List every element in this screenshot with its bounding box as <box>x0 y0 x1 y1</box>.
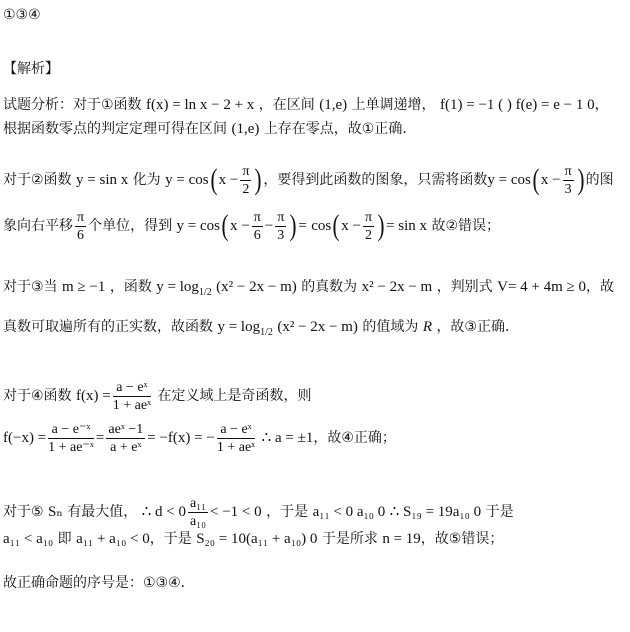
p2-line2-y: y = cos <box>176 218 220 234</box>
p4-line2: f(−x) = $\frac{\text{a − e⁻ˣ}}{\text{1 + ae⁻ˣ}}$ = $\frac{\text{aeˣ −1}}{\text{a + eˣ}}$ = −f(x) = − $\frac{\text{a − eˣ}}{\text{1 + aeˣ}}$ ∴ a = ±1，故④正确； <box>3 421 396 455</box>
p5-line2 <box>3 530 503 548</box>
p5-ratio <box>188 495 208 530</box>
p1-values: f(1) = −1 ( ) f(e) = e − 1 0 <box>440 97 595 113</box>
p3-zhenshu: x² − 2x − m <box>361 279 433 295</box>
p5-line1 <box>3 492 514 532</box>
p2-x-minus3: x − <box>230 218 250 234</box>
p2-x-minus2: x − <box>540 172 561 188</box>
p1-monotone: 上单调递增， <box>351 97 436 113</box>
p3-line2-a: 真数可取遍所有的正实数，故函数 <box>3 319 213 335</box>
p2-frac-den4: 6 <box>253 227 261 243</box>
p2-tu: 的图 <box>585 172 614 188</box>
p2-line2-b: 个单位，得到 <box>88 218 173 234</box>
p5-line2-a: a₁₁ < a₁₀ <box>3 531 54 547</box>
p4-neg-f: = −f(x) = − <box>147 430 215 446</box>
p5-d-cond: ∴ d < 0 <box>141 504 187 520</box>
p5-line1-d: 于是 <box>485 504 514 520</box>
p5-line2-c: ，于是 <box>149 531 192 547</box>
conclusion-text: 故正确命题的序号是：①③④． <box>3 575 195 591</box>
p3-range-R: R <box>422 319 432 335</box>
p2-eq-sin: = sin x <box>386 218 428 234</box>
conclusion-line <box>3 574 195 592</box>
p5-ratio-num: a₁₁ <box>190 495 207 511</box>
p2-x-minus4: x − <box>341 218 361 234</box>
p1-intro: 试题分析：对于①函数 <box>3 97 142 113</box>
p2-desc: ，要得到此函数的图象，只需将函数 <box>263 172 488 188</box>
p5-a11-cond: a₁₁ < 0 a₁₀ 0 <box>312 504 386 520</box>
p2-paren-open4: ( <box>332 209 340 242</box>
p3-line1 <box>3 278 614 298</box>
section-title <box>3 60 59 78</box>
p4-frac3-num: aeˣ −1 <box>108 421 144 437</box>
p3-line2-b: 的值域为 <box>362 319 419 335</box>
p3-line1-e: ，故 <box>586 279 615 295</box>
p2-frac-den3: 6 <box>77 227 85 243</box>
p1-line2-interval: (1,e) <box>231 121 260 137</box>
p2-frac-pi-3b <box>275 209 286 244</box>
p1-line2 <box>3 120 416 138</box>
p5-line2-d: 于是所求 <box>321 531 378 547</box>
p5-line1-b: 有最大值， <box>67 504 138 520</box>
p5-line2-b: 即 <box>57 531 72 547</box>
p3-line1-d: ，判别式 <box>436 279 493 295</box>
p3-line1-b: ，函数 <box>109 279 152 295</box>
p2-frac-num3: π <box>77 209 85 225</box>
p2-frac-den2: 3 <box>564 181 572 197</box>
p2-frac-num2: π <box>564 163 572 179</box>
p2-eq: = <box>298 218 307 234</box>
p2-y-sin: y = sin x <box>76 172 129 188</box>
p2-frac-pi-2b <box>363 209 374 244</box>
p4-frac2 <box>48 421 94 456</box>
p4-frac3-den: a + eˣ <box>110 439 142 455</box>
p2-frac-pi-6b <box>252 209 263 244</box>
p2-paren-open3: ( <box>221 209 229 242</box>
p4-frac3 <box>106 421 145 456</box>
p3-log2: y = log <box>217 319 261 335</box>
p2-frac-den5: 3 <box>277 227 285 243</box>
p2-frac-pi-3 <box>563 163 574 198</box>
p5-Sn: Sₙ <box>48 504 63 520</box>
p4-frac2-num: a − e⁻ˣ <box>48 421 94 439</box>
p4-line1-a: 对于④函数 <box>3 388 72 404</box>
p2-frac-num5: π <box>277 209 285 225</box>
p3-log-base: 1/2 <box>198 287 212 298</box>
p4-frac4 <box>217 421 255 456</box>
p1-tail: ， <box>594 97 609 113</box>
p2-frac-den: 2 <box>242 181 250 197</box>
p5-line2-e: ，故⑤错误； <box>420 531 504 547</box>
p2-frac-pi-6 <box>75 209 86 244</box>
p4-therefore: ∴ a = ±1 <box>261 430 314 446</box>
p3-line1-a: 对于③当 <box>3 279 58 295</box>
p2-paren-close2: ) <box>577 163 585 196</box>
p3-m-cond: m ≥ −1 <box>62 279 106 295</box>
p2-frac-den6: 2 <box>365 227 373 243</box>
p4-f-neg: f(−x) = <box>3 430 47 446</box>
p2-frac-num4: π <box>253 209 261 225</box>
p5-ratio-den: a₁₀ <box>190 513 207 529</box>
p2-line1 <box>3 160 614 200</box>
p4-line1-b: 在定义域上是奇函数，则 <box>157 388 312 404</box>
p5-n19: n = 19 <box>382 531 421 547</box>
p3-line2 <box>3 318 519 338</box>
p4-frac4-num: a − eˣ <box>217 421 255 439</box>
answer-text: ①③④ <box>3 7 41 23</box>
p4-line1 <box>3 376 312 416</box>
p2-paren-close3: ) <box>289 209 297 242</box>
p5-ineq: < −1 < 0 <box>210 504 262 520</box>
p5-s19: ∴ S₁₉ = 19a₁₀ 0 <box>389 504 482 520</box>
p3-log-base2: 1/2 <box>260 327 273 338</box>
p3-log-arg2: (x² − 2x − m) <box>277 319 358 335</box>
p3-line2-c: ，故③正确． <box>436 319 519 335</box>
p2-y-cos: y = cos <box>165 172 209 188</box>
p4-frac1-den: 1 + aeˣ <box>112 397 152 413</box>
p2-line2: 象向右平移 $\frac{\pi}{6}$ 个单位，得到 y = cos( x − $\frac{\pi}{6}$ − $\frac{\pi}{3}$ ) = cos( x − $\frac{\pi}{2}$ ) = sin x 故②错误； <box>3 209 501 243</box>
p1-interval: (1,e) <box>319 97 348 113</box>
p2-line2-a: 象向右平移 <box>3 218 73 234</box>
section-title-text: 【解析】 <box>3 61 59 77</box>
p5-sum: a₁₁ + a₁₀ < 0 <box>76 531 150 547</box>
p2-x-minus: x − <box>218 172 239 188</box>
p5-line1-c: ，于是 <box>266 504 309 520</box>
p1-line1 <box>3 96 609 114</box>
p5-s20: S₂₀ = 10(a₁₁ + a₁₀) 0 <box>196 531 318 547</box>
p4-frac4-den: 1 + aeˣ <box>216 439 256 455</box>
p2-cos: cos <box>311 218 332 234</box>
p4-fx: f(x) = <box>76 388 111 404</box>
p1-function: f(x) = ln x − 2 + x <box>146 97 255 113</box>
p3-log: y = log <box>156 279 199 295</box>
answer-line <box>3 6 41 24</box>
p1-line2-a: 根据函数零点的判定定理可得在区间 <box>3 121 227 137</box>
p2-frac-num: π <box>242 163 250 179</box>
p3-log-arg: (x² − 2x − m) <box>216 279 297 295</box>
p2-y-cos2: y = cos <box>487 172 531 188</box>
p2-frac-num6: π <box>364 209 373 225</box>
p4-frac1 <box>113 379 151 414</box>
p4-frac1-num: a − eˣ <box>113 379 151 397</box>
p2-paren-close4: ) <box>377 209 385 242</box>
p2-paren-open: ( <box>210 163 218 196</box>
p4-line2-tail: ，故④正确； <box>313 430 396 446</box>
p4-frac2-den: 1 + ae⁻ˣ <box>48 439 94 455</box>
p2-intro: 对于②函数 <box>3 172 72 188</box>
p2-to: 化为 <box>132 172 161 188</box>
p1-line2-c: 上存在零点，故①正确． <box>263 121 417 137</box>
p3-discriminant: V= 4 + 4m ≥ 0 <box>497 279 587 295</box>
p2-paren-close: ) <box>254 163 262 196</box>
p3-line1-c: 的真数为 <box>301 279 358 295</box>
p2-paren-open2: ( <box>532 163 540 196</box>
p2-frac-pi-2 <box>240 163 251 198</box>
p5-line1-a: 对于⑤ <box>3 504 44 520</box>
p2-line2-c: 故②错误； <box>431 218 501 234</box>
p1-mid: ，在区间 <box>258 97 315 113</box>
